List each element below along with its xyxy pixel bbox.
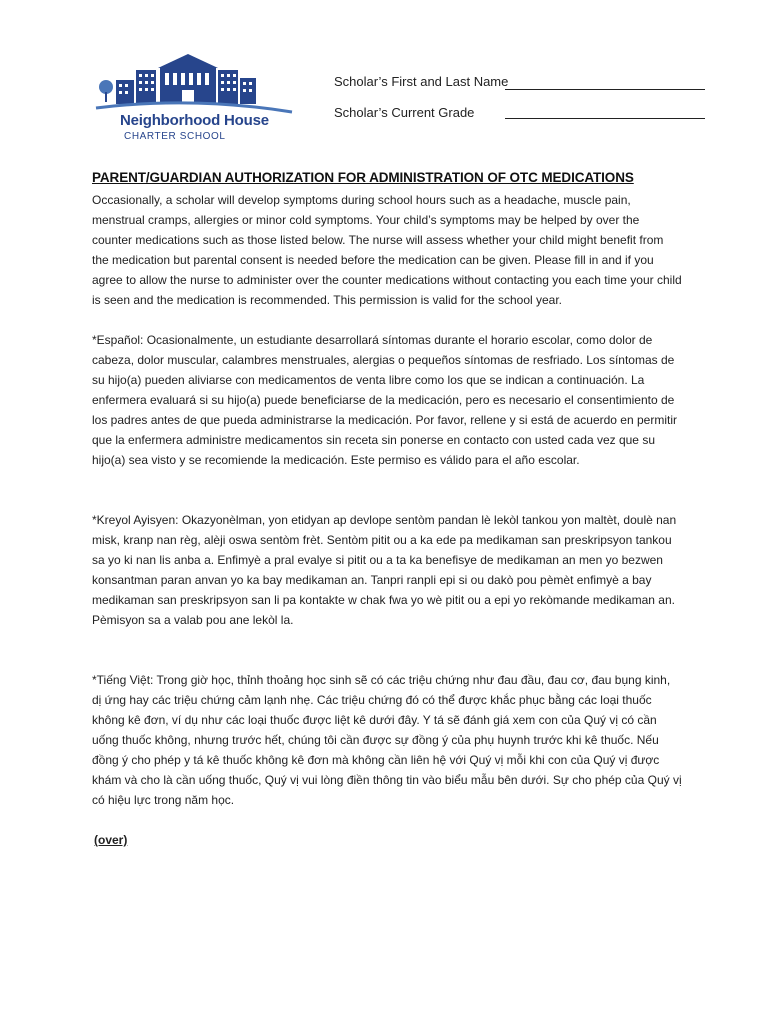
scholar-name-field[interactable] [505,89,705,90]
paragraph-kreyol: *Kreyol Ayisyen: Okazyonèlman, yon etidyan ap devlope sentòm pandan lè lekòl tankou yon maltèt, doulè nan misk, kranp nan règ, alèji oswa sentòm frèt. Sentòm pitit ou a ka ede pa medikaman san preskripsyon tankou sa yo ki nan lis anba a. Enfimyè a pral evalye si pitit ou a ta ka benefisye de medikaman an men yo bezwen konsantman paran anvan yo ka bay medikaman an. Tanpri ranpli epi si ou dakò pou pèmèt enfimyè a bay medikaman san preskripsyon san li pa kontakte w chak fwa yo wè pitit ou a epi yo rekòmande medikaman an. Pèmisyon sa a valab pou ane lekòl la. [92,513,677,627]
document-body [92,168,682,850]
paragraph-english: Occasionally, a scholar will develop symptoms during school hours such as a headache, muscle pain, menstrual cramps, allergies or minor cold symptoms. Your child’s symptoms may be helped by over the counter medications such as those listed below. The nurse will assess whether your child might benefit from the medication but parental consent is needed before the medication can be given. Please fill in and if you agree to allow the nurse to administer over the counter medications without contacting you each time your child is seen and the medication is recommended. This permission is valid for the school year. [92,193,682,307]
logo-school-name: Neighborhood House [120,112,269,129]
paragraph-vietnamese: *Tiếng Việt: Trong giờ học, thỉnh thoảng học sinh sẽ có các triệu chứng như đau đầu, đau cơ, đau bụng kinh, dị ứng hay các triệu chứng cảm lạnh nhẹ. Các triệu chứng đó có thể được khắc phục bằng các loại thuốc không kê đơn, ví dụ như các loại thuốc được liệt kê dưới đây. Y tá sẽ đánh giá xem con của Quý vị có cần uống thuốc không, nhưng trước hết, chúng tôi cần được sự đồng ý của phụ huynh trước khi kê thuốc. Nếu đồng ý cho phép y tá kê thuốc không kê đơn mà không cần liên hệ với Quý vị mỗi khi con của Quý vị được khám và cho là cần uống thuốc, Quý vị vui lòng điền thông tin vào biểu mẫu bên dưới. Sự cho phép của Quý vị có hiệu lực trong năm học. [92,673,682,807]
page-title: PARENT/GUARDIAN AUTHORIZATION FOR ADMINISTRATION OF OTC MEDICATIONS [92,170,634,185]
logo-school-subtitle: CHARTER SCHOOL [124,131,226,142]
over-label: (over) [94,833,128,847]
scholar-grade-label: Scholar’s Current Grade [334,105,475,120]
scholar-name-label: Scholar’s First and Last Name [334,74,509,89]
paragraph-spanish: *Español: Ocasionalmente, un estudiante desarrollará síntomas durante el horario escolar, como dolor de cabeza, dolor muscular, calambres menstruales, alergias o pequeños síntomas de resfriado. Los síntomas de su hijo(a) pueden aliviarse con medicamentos de venta libre como los que se indican a continuación. La enfermera evaluará si su hijo(a) puede beneficiarse de la medicación, pero es necesario el consentimiento de los padres antes de que pueda administrarse la medicación. Por favor, rellene y si está de acuerdo en permitir que la enfermera administre medicamentos sin receta sin ponerse en contacto con usted cada vez que su hijo(a) sea visto y se recomiende la medicación. Este permiso es válido para el año escolar. [92,333,677,467]
school-logo [92,50,302,150]
school-building-icon [92,50,302,114]
scholar-grade-field[interactable] [505,118,705,119]
